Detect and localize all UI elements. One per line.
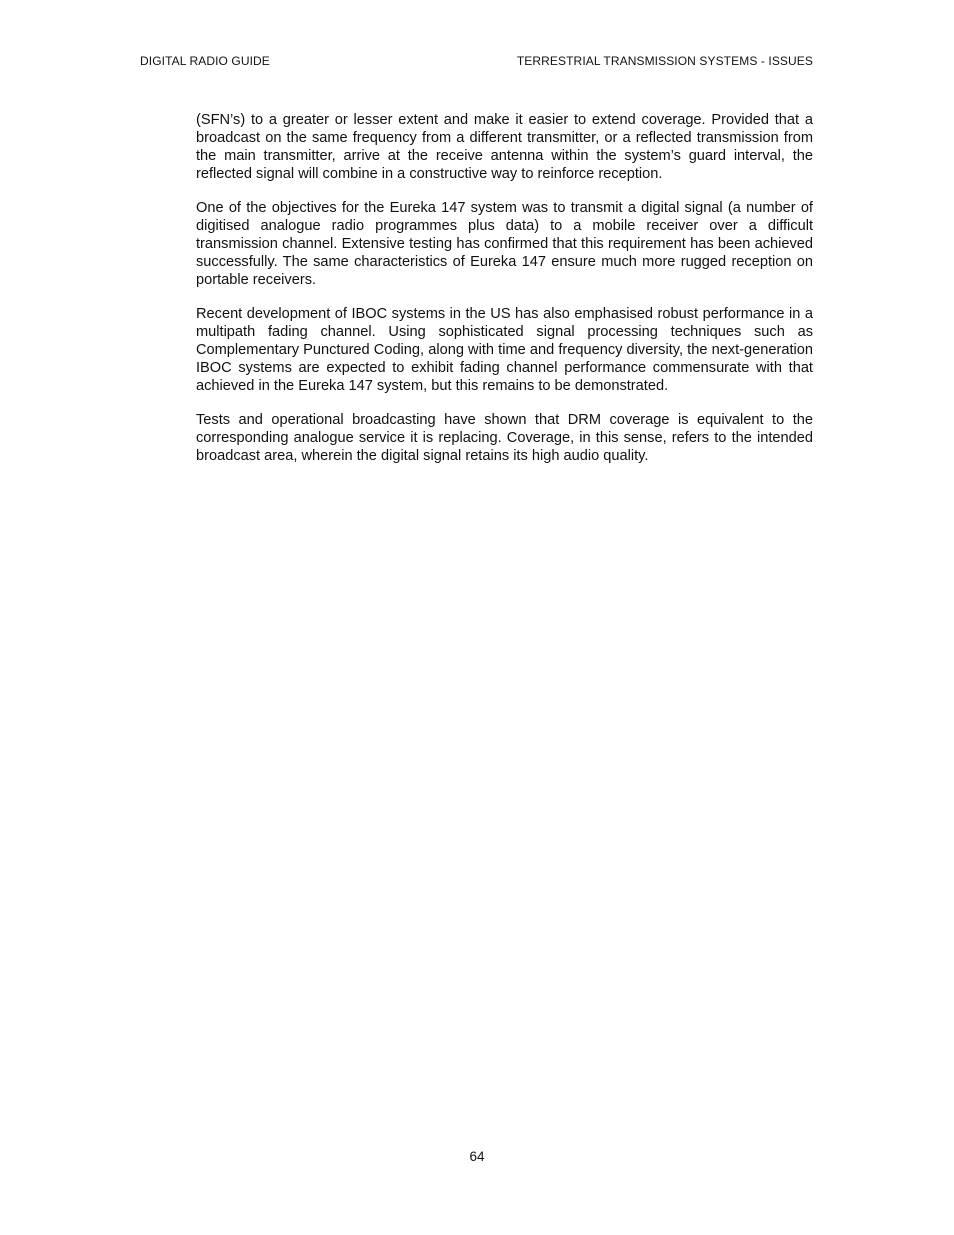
paragraph-1: (SFN’s) to a greater or lesser extent and make it easier to extend coverage. Provided that a broadcast on the same frequency from a different transmitter, or a reflected transmission from the main transmitter, arrive at the receive antenna within the system’s guard interval, the reflected signal will combine in a constructive way to reinforce reception. [196,112,813,182]
running-header-title: DIGITAL RADIO GUIDE [140,54,270,68]
paragraph-3: Recent development of IBOC systems in the US has also emphasised robust performance in a multipath fading channel. Using sophisticated signal processing techniques such as Complementary Punctured Coding, along with time and frequency diversity, the next-generation IBOC systems are expected to exhibit fading channel performance commensurate with that achieved in the Eureka 147 system, but this remains to be demonstrated. [196,306,813,394]
paragraph-2: One of the objectives for the Eureka 147 system was to transmit a digital signal (a number of digitised analogue radio programmes plus data) to a mobile receiver over a difficult transmission channel. Extensive testing has confirmed that this requirement has been achieved successfully. The same characteristics of Eureka 147 ensure much more rugged reception on portable receivers. [196,200,813,288]
page-number: 64 [469,1149,485,1164]
running-header-section: TERRESTRIAL TRANSMISSION SYSTEMS - ISSUES [516,54,813,68]
paragraph-4: Tests and operational broadcasting have shown that DRM coverage is equivalent to the corresponding analogue service it is replacing. Coverage, in this sense, refers to the intended broadcast area, wherein the digital signal retains its high audio quality. [196,412,813,464]
body-text [196,111,813,481]
